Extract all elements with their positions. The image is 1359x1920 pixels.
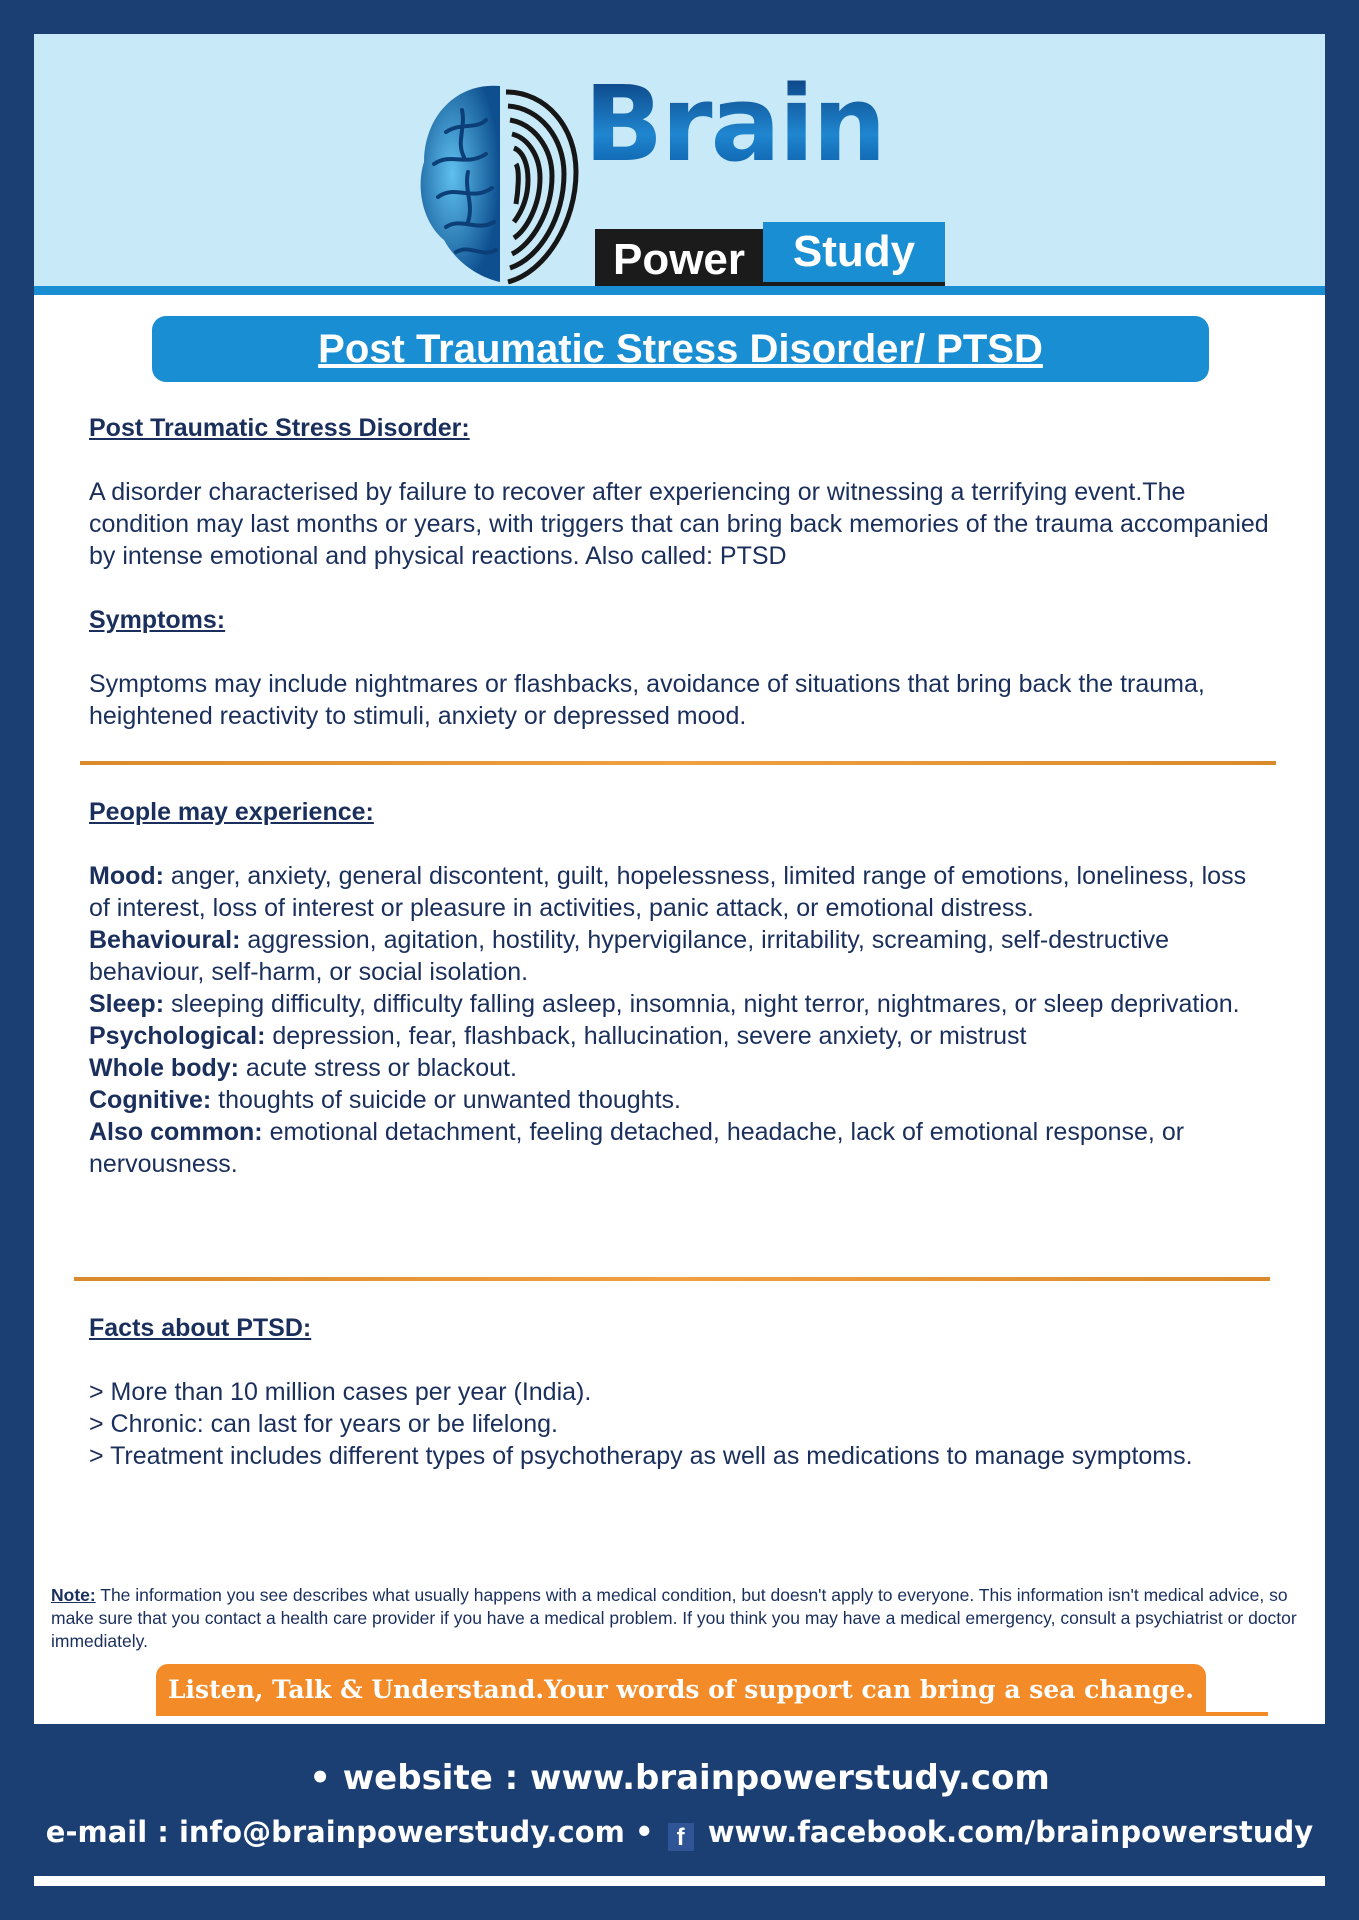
list-item (89, 1020, 1269, 1052)
section-divider (74, 1277, 1270, 1281)
footer-email[interactable]: e-mail : info@brainpowerstudy.com • (45, 1815, 654, 1849)
item-label: Sleep: (89, 990, 165, 1018)
list-item: > More than 10 million cases per year (India). (89, 1378, 592, 1406)
item-text: aggression, agitation, hostility, hypervigilance, irritability, screaming, self-destructive behaviour, self-harm, or social isolation. (89, 926, 1170, 986)
list-item: > Treatment includes different types of psychotherapy as well as medications to manage symptoms. (89, 1442, 1193, 1470)
symptoms-text: Symptoms may include nightmares or flashbacks, avoidance of situations that bring back the trauma, heightened reactivity to stimuli, anxiety or depressed mood. (89, 670, 1205, 730)
footer-website[interactable]: • website : www.brainpowerstudy.com (309, 1758, 1050, 1798)
poster-sheet (34, 34, 1325, 1724)
section-divider (80, 761, 1276, 765)
item-text: sleeping difficulty, difficulty falling asleep, insomnia, night terror, nightmares, or sleep deprivation. (164, 990, 1240, 1018)
list-item (89, 988, 1269, 1020)
experience-section (89, 796, 1269, 1180)
brand-wordmark: Brain (584, 63, 885, 185)
brand-logo (416, 63, 986, 298)
definition-section (89, 412, 1269, 572)
page-title: Post Traumatic Stress Disorder/ PTSD (152, 316, 1209, 382)
list-item (89, 1116, 1269, 1180)
logo-study-label: Study (763, 222, 945, 282)
note-label: Note: (51, 1585, 96, 1605)
item-label: Psychological: (89, 1022, 266, 1050)
slogan-banner: Listen, Talk & Understand.Your words of support can bring a sea change. (156, 1664, 1206, 1714)
item-text: acute stress or blackout. (238, 1054, 517, 1082)
note-text: The information you see describes what usually happens with a medical condition, but doesn't apply to everyone. This information isn't medical advice, so make sure that you contact a health care provider if you have a medical problem. If you think you may have a medical emergency, consult a psychiatrist or doctor immediately. (51, 1585, 1297, 1651)
symptoms-section (89, 604, 1269, 732)
item-label: Behavioural: (89, 926, 241, 954)
item-label: Whole body: (89, 1054, 239, 1082)
item-text: anger, anxiety, general discontent, guilt, hopelessness, limited range of emotions, loneliness, loss of interest, loss of interest or pleasure in activities, panic attack, or emotional distress. (89, 862, 1247, 922)
logo-power-label: Power (612, 235, 746, 284)
facebook-icon: f (668, 1823, 694, 1851)
item-label: Mood: (89, 862, 164, 890)
slogan-underline (156, 1712, 1268, 1716)
item-label: Also common: (89, 1118, 263, 1146)
item-label: Cognitive: (89, 1086, 212, 1114)
list-item (89, 1084, 1269, 1116)
list-item (89, 860, 1269, 924)
brain-fingerprint-logo-icon (416, 72, 586, 298)
bottom-strip (34, 1876, 1325, 1886)
list-item (89, 1052, 1269, 1084)
footer-contact (0, 1810, 1359, 1854)
definition-text: A disorder characterised by failure to recover after experiencing or witnessing a terrifying event.The condition may last months or years, with triggers that can bring back memories of the trauma accompanied by intense emotional and physical reactions. Also called: PTSD (89, 478, 1269, 570)
definition-heading: Post Traumatic Stress Disorder: (89, 414, 470, 442)
header-banner (34, 34, 1325, 286)
facts-heading: Facts about PTSD: (89, 1314, 312, 1342)
list-item: > Chronic: can last for years or be lifelong. (89, 1410, 558, 1438)
item-text: thoughts of suicide or unwanted thoughts. (211, 1086, 681, 1114)
experience-list (89, 860, 1269, 1180)
item-text: emotional detachment, feeling detached, headache, lack of emotional response, or nervousness. (89, 1118, 1185, 1178)
item-text: depression, fear, flashback, hallucination, severe anxiety, or mistrust (265, 1022, 1027, 1050)
disclaimer-note (51, 1584, 1311, 1653)
header-divider (34, 286, 1325, 295)
facts-section (89, 1312, 1269, 1472)
facts-list (89, 1376, 1269, 1472)
footer-facebook[interactable]: www.facebook.com/brainpowerstudy (707, 1815, 1314, 1849)
experience-heading: People may experience: (89, 798, 374, 826)
list-item (89, 924, 1269, 988)
symptoms-heading: Symptoms: (89, 606, 226, 634)
